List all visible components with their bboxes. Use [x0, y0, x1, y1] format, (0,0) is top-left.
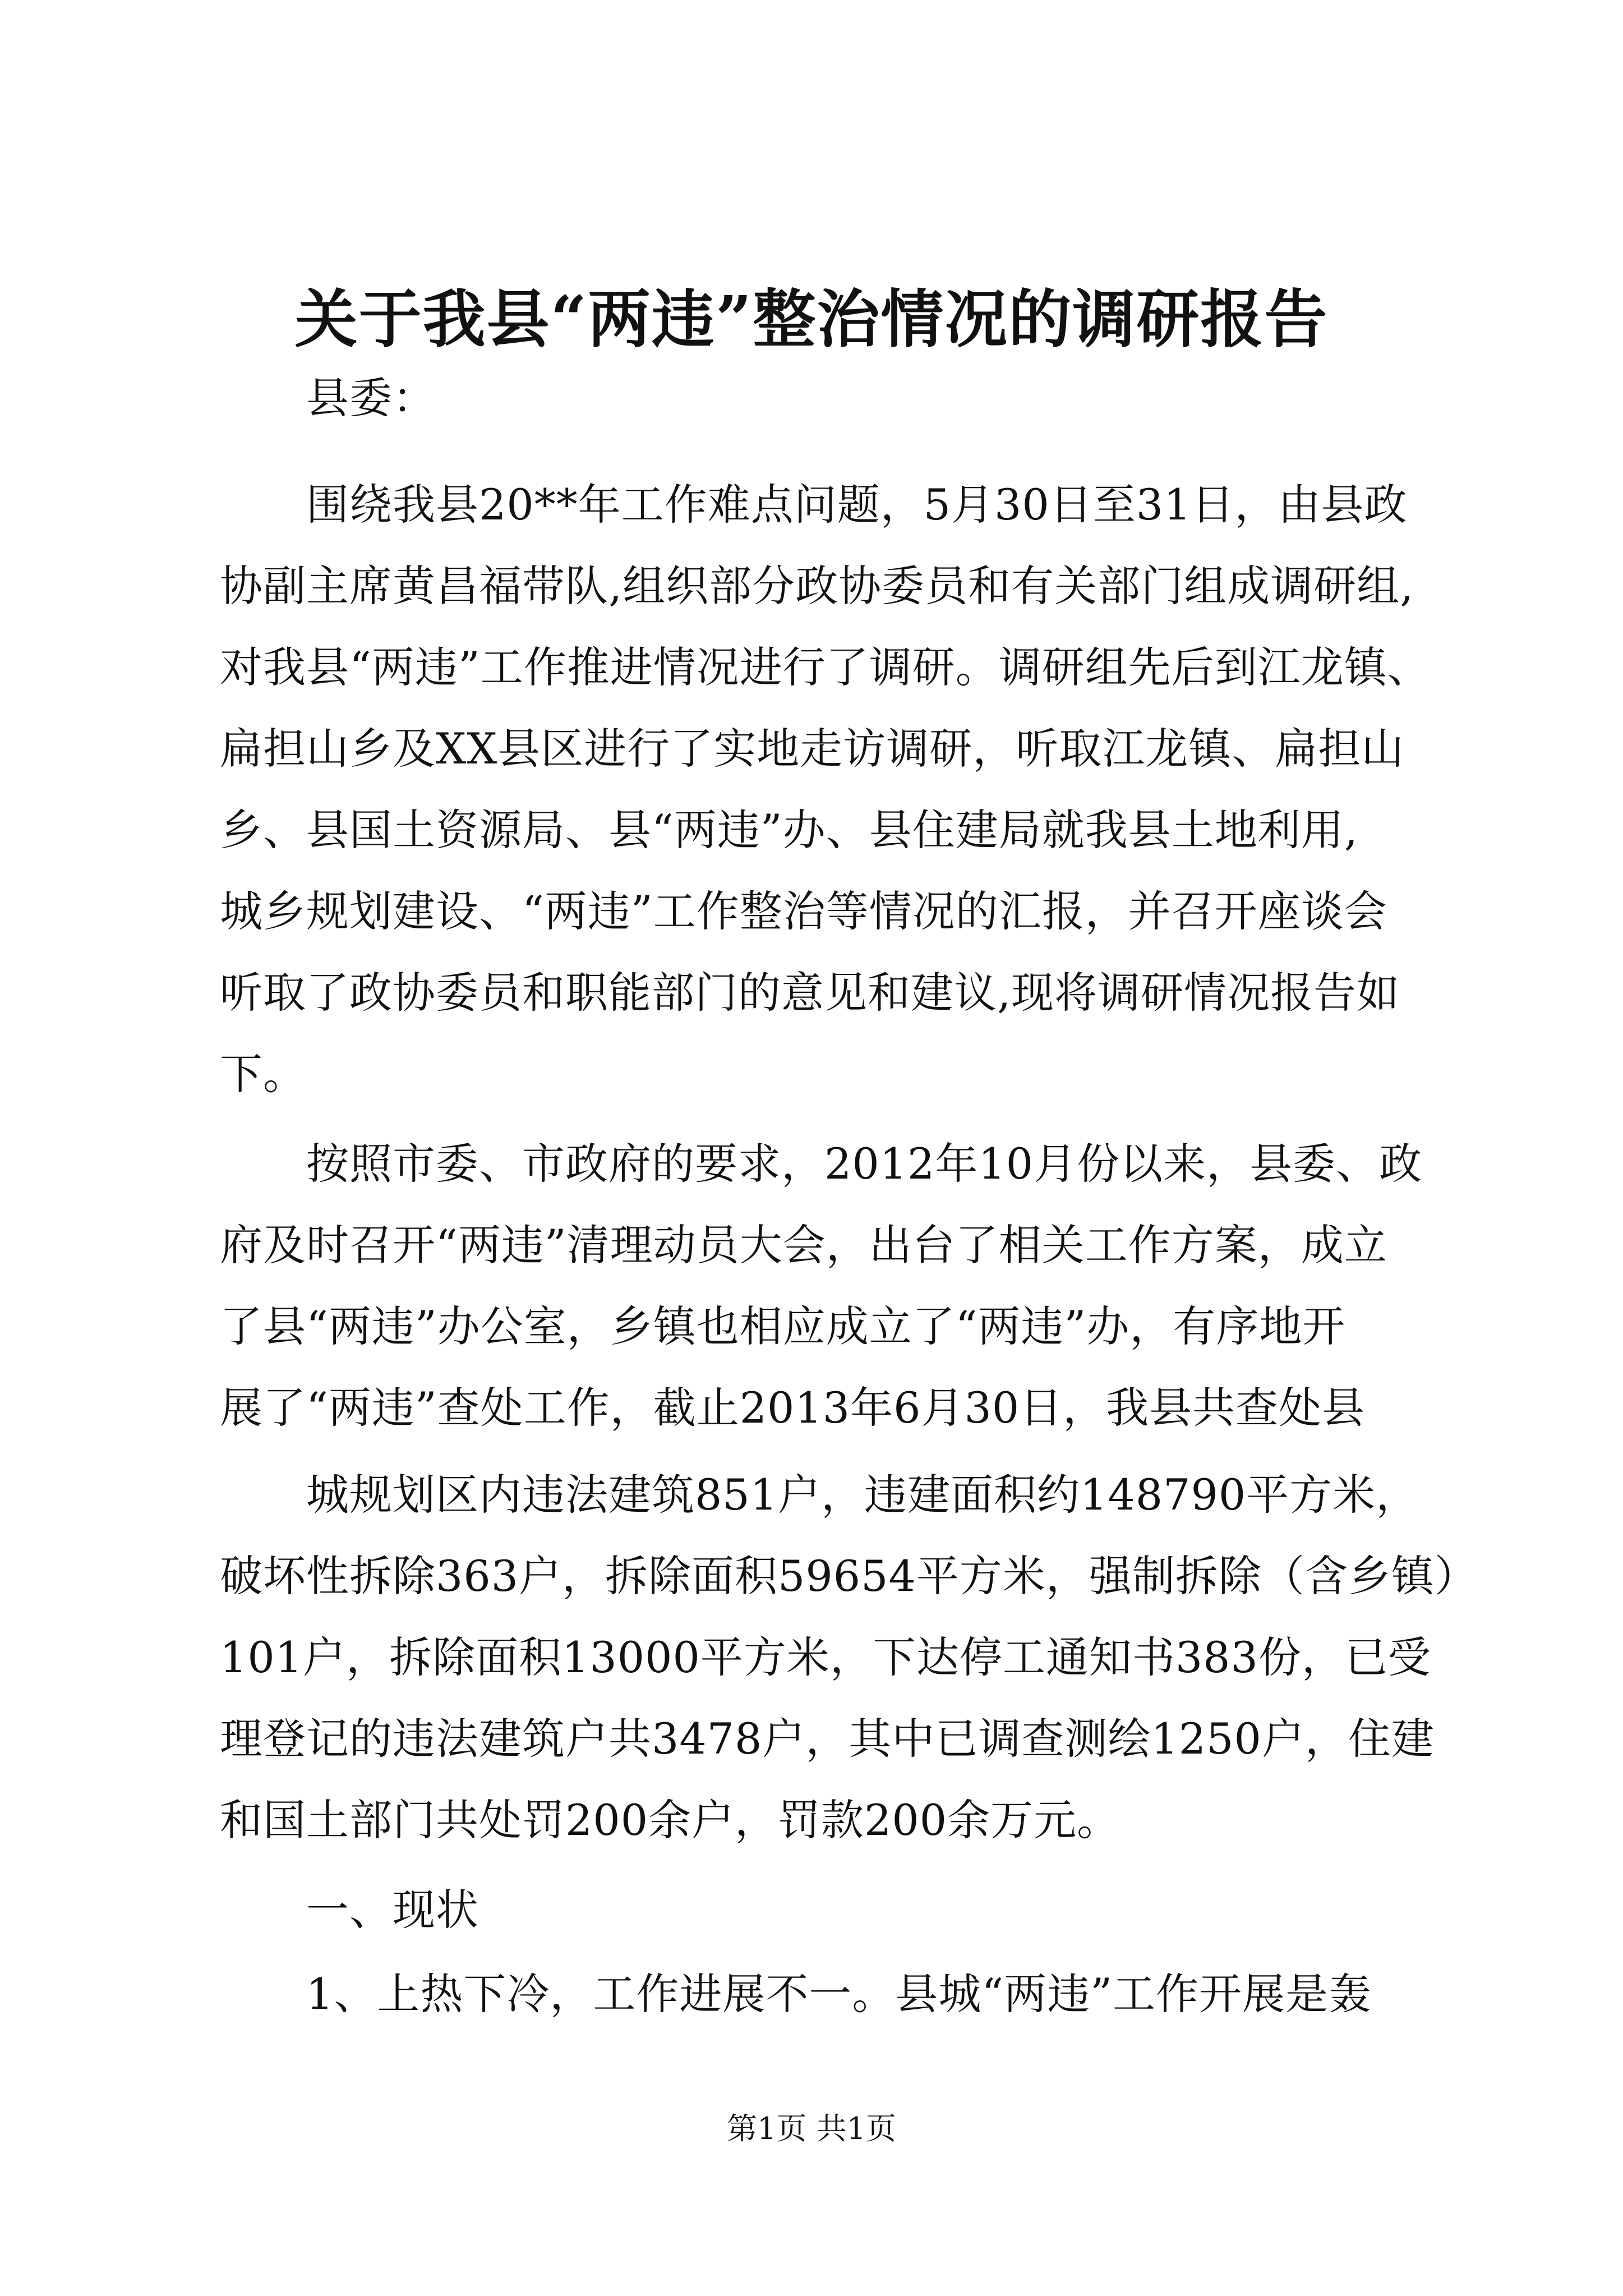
paragraph-3-line-4: 理登记的违法建筑户共3478户，其中已调查测绘1250户，住建 [220, 1714, 1435, 1764]
paragraph-1-line-3: 对我县“两违”工作推进情况进行了调研。调研组先后到江龙镇、 [220, 642, 1431, 692]
paragraph-2-line-3: 了县“两违”办公室，乡镇也相应成立了“两违”办，有序地开 [220, 1301, 1346, 1351]
paragraph-4-line-1: 1、上热下冷，工作进展不一。县城“两违”工作开展是轰 [306, 1969, 1372, 2019]
document-title: 关于我县“两违”整治情况的调研报告 [294, 283, 1329, 356]
paragraph-1-line-8: 下。 [220, 1049, 306, 1099]
salutation: 县委： [306, 373, 436, 423]
paragraph-1-line-7: 听取了政协委员和职能部门的意见和建议,现将调研情况报告如 [220, 968, 1400, 1018]
page-footer: 第1页 共1页 [727, 2111, 896, 2146]
paragraph-1-line-6: 城乡规划建设、“两违”工作整治等情况的汇报，并召开座谈会 [220, 886, 1387, 936]
paragraph-1-line-4: 扁担山乡及XX县区进行了实地走访调研，听取江龙镇、扁担山 [220, 724, 1405, 774]
paragraph-1-line-1: 围绕我县20**年工作难点问题，5月30日至31日，由县政 [306, 480, 1408, 530]
paragraph-1-line-2: 协副主席黄昌福带队,组织部分政协委员和有关部门组成调研组, [220, 561, 1414, 611]
paragraph-3-line-1: 城规划区内违法建筑851户，违建面积约148790平方米， [306, 1470, 1419, 1520]
paragraph-3-line-5: 和国土部门共处罚200余户，罚款200余万元。 [220, 1795, 1121, 1845]
paragraph-1-line-5: 乡、县国土资源局、县“两违”办、县住建局就我县土地利用, [220, 805, 1358, 855]
paragraph-2-line-4: 展了“两违”查处工作，截止2013年6月30日，我县共查处县 [220, 1383, 1366, 1433]
paragraph-2-line-2: 府及时召开“两违”清理动员大会，出台了相关工作方案，成立 [220, 1220, 1387, 1270]
paragraph-3-line-2: 破坏性拆除363户，拆除面积59654平方米，强制拆除（含乡镇） [220, 1551, 1478, 1601]
section-heading-status: 一、现状 [306, 1885, 479, 1935]
paragraph-3-line-3: 101户，拆除面积13000平方米，下达停工通知书383份，已受 [220, 1632, 1431, 1682]
paragraph-2-line-1: 按照市委、市政府的要求，2012年10月份以来，县委、政 [306, 1139, 1423, 1189]
